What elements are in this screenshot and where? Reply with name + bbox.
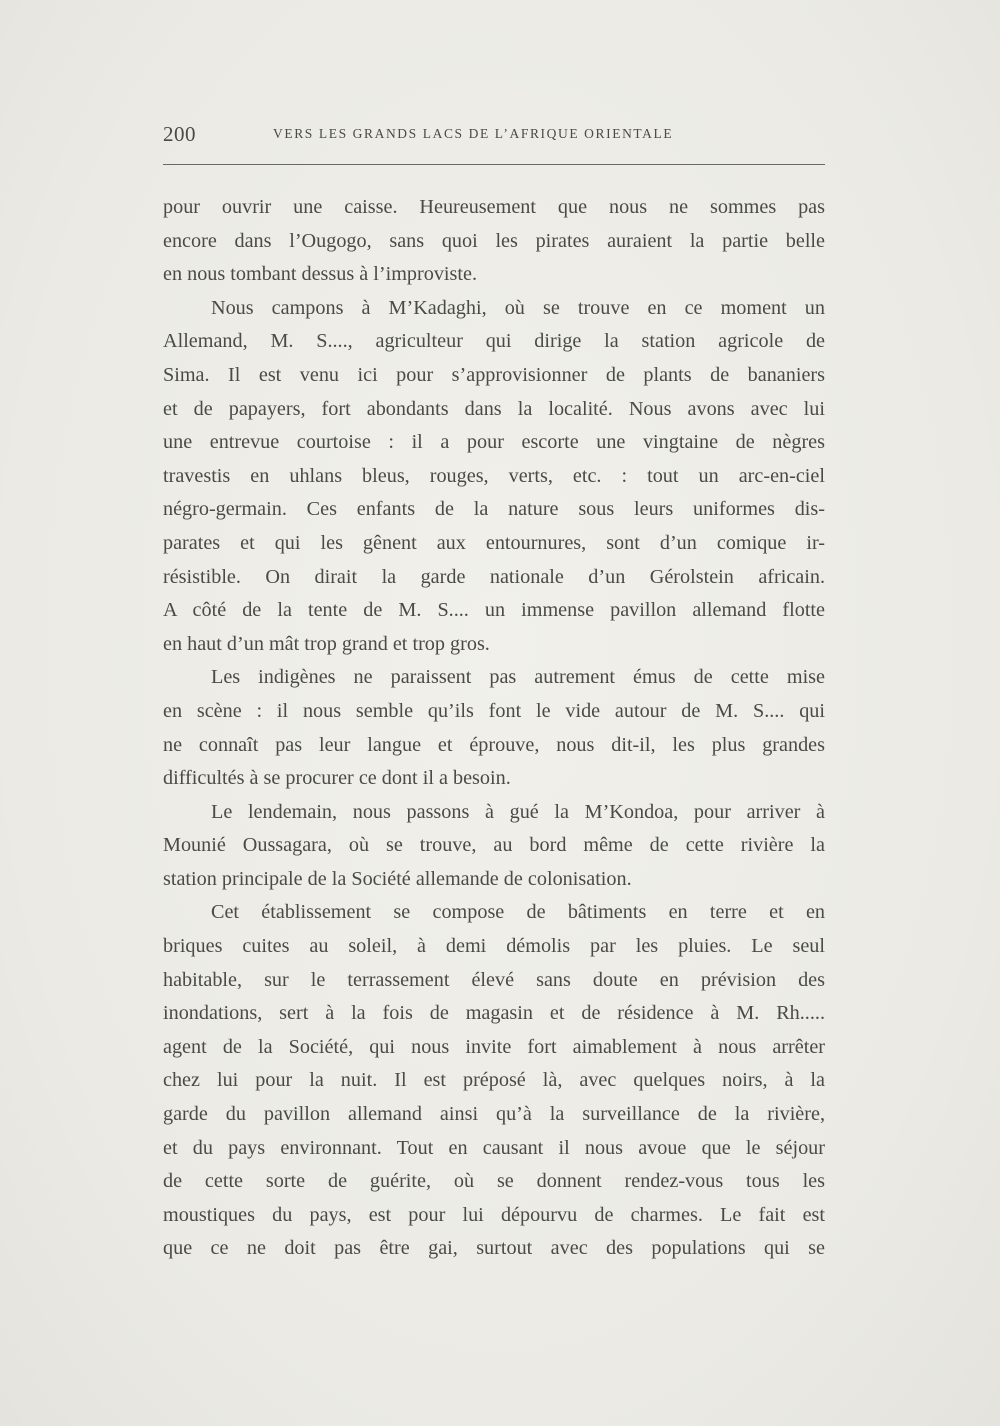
running-head: [163, 122, 825, 152]
text-line: et de papayers, fort abondants dans la localité. Nous avons avec lui: [163, 397, 825, 420]
text-line: briques cuites au soleil, à demi démolis par les pluies. Le seul: [163, 935, 825, 958]
paragraph: [163, 661, 825, 795]
text-line: Les indigènes ne paraissent pas autrement émus de cette mise: [211, 666, 825, 689]
text-line: garde du pavillon allemand ainsi qu’à la surveillance de la rivière,: [163, 1103, 825, 1126]
text-line: moustiques du pays, est pour lui dépourvu de charmes. Le fait est: [163, 1203, 825, 1226]
header-rule: [163, 164, 825, 165]
paragraph: [163, 191, 825, 292]
paragraph: [163, 796, 825, 897]
text-line: encore dans l’Ougogo, sans quoi les pirates auraient la partie belle: [163, 229, 825, 252]
text-line: négro-germain. Ces enfants de la nature sous leurs uniformes dis-: [163, 498, 825, 521]
text-line: station principale de la Société allemande de colonisation.: [163, 867, 632, 890]
text-line: agent de la Société, qui nous invite fort aimablement à nous arrêter: [163, 1035, 825, 1058]
text-line: pour ouvrir une caisse. Heureusement que nous ne sommes pas: [163, 196, 825, 218]
text-line: en haut d’un mât trop grand et trop gros.: [163, 632, 490, 655]
text-line: Sima. Il est venu ici pour s’approvisionner de plants de bananiers: [163, 363, 825, 386]
text-line: ne connaît pas leur langue et éprouve, nous dit-il, les plus grandes: [163, 733, 825, 756]
text-line: chez lui pour la nuit. Il est préposé là, avec quelques noirs, à la: [163, 1069, 825, 1092]
paragraph: [163, 292, 825, 662]
text-line: difficultés à se procurer ce dont il a besoin.: [163, 767, 511, 790]
body-text: [163, 191, 825, 1266]
text-line: parates et qui les gênent aux entournures, sont d’un comique ir-: [163, 531, 825, 554]
text-line: et du pays environnant. Tout en causant il nous avoue que le séjour: [163, 1136, 825, 1159]
text-line: travestis en uhlans bleus, rouges, verts, etc. : tout un arc-en-ciel: [163, 464, 825, 487]
running-title: VERS LES GRANDS LACS DE L’AFRIQUE ORIENTALE: [273, 126, 674, 141]
paragraph: [163, 896, 825, 1266]
text-line: une entrevue courtoise : il a pour escorte une vingtaine de nègres: [163, 431, 825, 454]
text-line: Mounié Oussagara, où se trouve, au bord même de cette rivière la: [163, 834, 825, 857]
text-line: inondations, sert à la fois de magasin et de résidence à M. Rh.....: [163, 1002, 825, 1025]
text-line: Cet établissement se compose de bâtiments en terre et en: [211, 901, 825, 924]
text-line: A côté de la tente de M. S.... un immense pavillon allemand flotte: [163, 599, 825, 622]
text-line: que ce ne doit pas être gai, surtout avec des populations qui se: [163, 1237, 825, 1260]
text-line: Nous campons à M’Kadaghi, où se trouve en ce moment un: [211, 296, 825, 319]
text-line: Le lendemain, nous passons à gué la M’Kondoa, pour arriver à: [211, 800, 825, 823]
text-line: en nous tombant dessus à l’improviste.: [163, 263, 477, 286]
text-line: Allemand, M. S...., agriculteur qui dirige la station agricole de: [163, 330, 825, 353]
page-number: 200: [163, 122, 196, 146]
text-line: en scène : il nous semble qu’ils font le vide autour de M. S.... qui: [163, 699, 825, 722]
text-line: résistible. On dirait la garde nationale d’un Gérolstein africain.: [163, 565, 825, 588]
text-line: habitable, sur le terrassement élevé sans doute en prévision des: [163, 968, 825, 991]
text-line: de cette sorte de guérite, où se donnent rendez-vous tous les: [163, 1170, 825, 1193]
